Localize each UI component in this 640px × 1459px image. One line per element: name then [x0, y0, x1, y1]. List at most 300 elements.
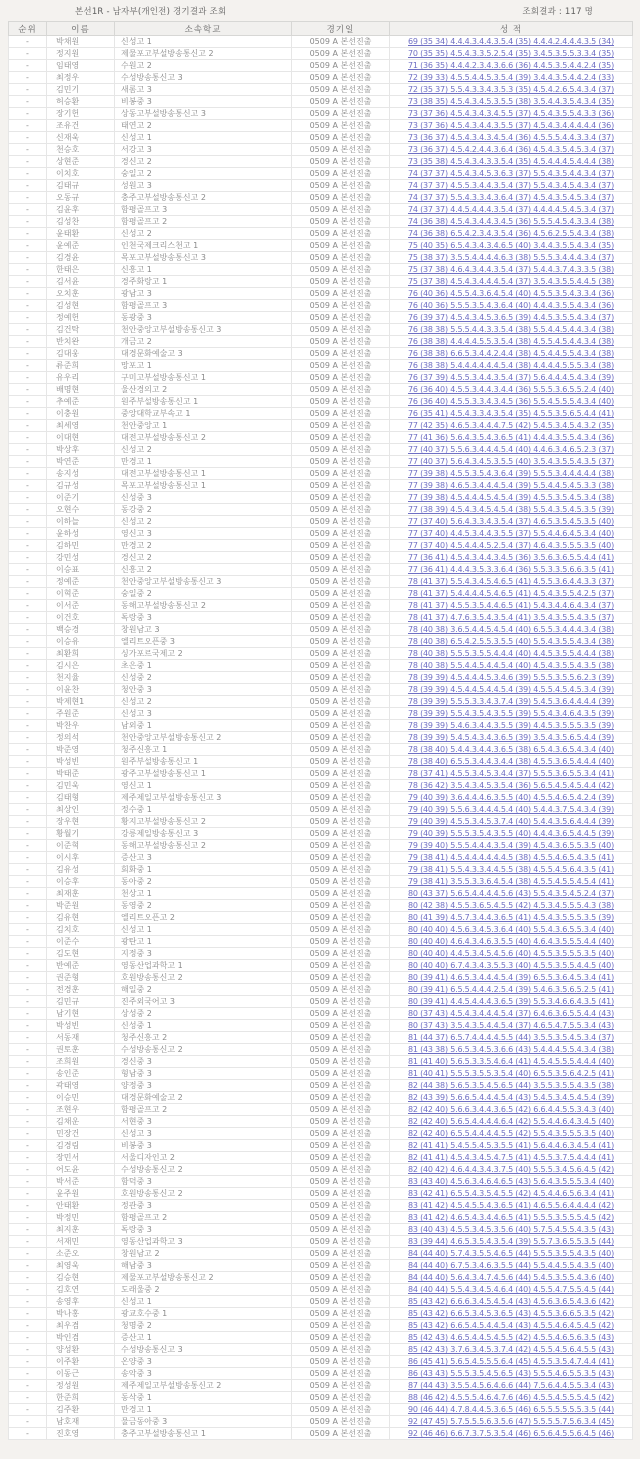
school-cell: 수원고 2: [115, 60, 292, 72]
rank-cell: -: [9, 1272, 47, 1284]
score-link[interactable]: 73 (36 37) 4.5.4.2.4.4.3.6.4 (36) 4.5.4.3.5.4.5.3.4 (37): [408, 145, 614, 154]
score-link[interactable]: 86 (45 41) 5.6.5.4.5.5.5.6.4 (45) 4.5.5.3.5.4.7.4.4 (41): [408, 1357, 614, 1366]
name-cell: 오동규: [47, 192, 115, 204]
rank-cell: -: [9, 300, 47, 312]
table-row: [9, 444, 633, 456]
score-link[interactable]: 85 (43 42) 6.6.5.4.5.4.4.5.4 (43) 4.5.5.4.6.4.5.4.5 (42): [408, 1321, 614, 1330]
name-cell: 김성찬: [47, 216, 115, 228]
score-link[interactable]: 80 (43 37) 5.6.5.4.4.4.4.5.6 (43) 5.5.4.3.5.4.5.2.4 (37): [408, 889, 614, 898]
score-link[interactable]: 76 (40 36) 4.5.5.4.3.6.4.5.4 (40) 4.5.5.3.5.4.3.3.4 (36): [408, 289, 614, 298]
rank-cell: -: [9, 1080, 47, 1092]
name-cell: 이주환: [47, 1356, 115, 1368]
score-link[interactable]: 79 (38 41) 4.5.4.4.4.4.4.4.5 (38) 4.5.5.4.6.5.4.3.5 (41): [408, 853, 614, 862]
date-cell: 0509 A 본선진출: [292, 192, 390, 204]
score-link[interactable]: 76 (38 38) 5.4.4.4.4.4.4.5.4 (38) 4.4.4.4.5.5.5.3.4 (38): [408, 361, 614, 370]
name-cell: 박준원: [47, 900, 115, 912]
school-cell: 동강중 2: [115, 504, 292, 516]
name-cell: 윤하성: [47, 528, 115, 540]
table-row: [9, 732, 633, 744]
table-row: [9, 1356, 633, 1368]
score-cell: [390, 252, 633, 264]
score-link[interactable]: 80 (42 38) 4.5.5.3.6.5.4.5.5 (42) 4.5.3.4.5.5.5.4.3 (38): [408, 901, 614, 910]
table-row: [9, 888, 633, 900]
score-link[interactable]: 77 (38 39) 4.5.4.3.4.5.4.5.4 (38) 5.5.4.3.5.4.5.3.5 (39): [408, 505, 614, 514]
rank-cell: -: [9, 1056, 47, 1068]
school-cell: 신성고 2: [115, 444, 292, 456]
score-link[interactable]: 79 (40 39) 5.5.6.3.4.4.4.5.4 (40) 5.4.4.3.7.5.4.3.4 (39): [408, 805, 614, 814]
rank-cell: -: [9, 1260, 47, 1272]
school-cell: 비봉중 3: [115, 96, 292, 108]
score-link[interactable]: 74 (37 37) 4.5.4.3.4.5.3.6.3 (37) 5.5.4.3.5.4.4.3.4 (37): [408, 169, 614, 178]
score-link[interactable]: 82 (43 39) 5.6.6.5.4.4.4.5.4 (43) 5.4.5.3.4.5.4.5.4 (39): [408, 1093, 614, 1102]
name-cell: 김경림: [47, 1140, 115, 1152]
score-link[interactable]: 75 (38 37) 3.5.5.4.4.4.4.6.3 (38) 5.5.5.3.4.4.4.3.4 (37): [408, 253, 614, 262]
name-cell: 최상인: [47, 804, 115, 816]
rank-cell: -: [9, 408, 47, 420]
score-link[interactable]: 81 (40 41) 5.5.5.3.5.5.3.5.4 (40) 6.5.5.3.5.6.4.2.5 (41): [408, 1069, 614, 1078]
score-link[interactable]: 84 (44 40) 6.7.5.3.4.6.3.5.5 (44) 5.5.4.4.5.5.4.3.5 (40): [408, 1261, 614, 1270]
rank-cell: -: [9, 132, 47, 144]
table-row: [9, 1416, 633, 1428]
table-row: [9, 744, 633, 756]
date-cell: 0509 A 본선진출: [292, 1416, 390, 1428]
table-row: [9, 636, 633, 648]
rank-cell: -: [9, 1188, 47, 1200]
score-link[interactable]: 82 (40 42) 4.6.4.4.3.4.3.7.5 (40) 5.5.5.3.4.5.6.4.5 (42): [408, 1165, 614, 1174]
rank-cell: -: [9, 1332, 47, 1344]
score-link[interactable]: 83 (39 44) 4.6.5.3.5.4.3.5.4 (39) 5.5.7.3.6.5.5.3.5 (44): [408, 1237, 614, 1246]
score-link[interactable]: 76 (36 40) 4.5.5.3.3.4.3.4.5 (36) 5.5.4.5.5.5.4.3.4 (40): [408, 397, 614, 406]
score-cell: [390, 1164, 633, 1176]
score-link[interactable]: 77 (39 38) 4.6.5.3.4.4.4.5.4 (39) 5.5.4.4.5.4.5.3.3 (38): [408, 481, 614, 490]
school-cell: 상동고부설방송통신고 3: [115, 108, 292, 120]
school-cell: 경주화랑고 1: [115, 276, 292, 288]
score-link[interactable]: 77 (39 38) 4.5.4.4.4.5.4.5.4 (39) 4.5.5.3.5.4.5.3.4 (38): [408, 493, 614, 502]
score-link[interactable]: 80 (41 39) 4.5.7.3.4.4.3.6.5 (41) 4.5.4.3.5.5.5.3.5 (39): [408, 913, 614, 922]
score-link[interactable]: 88 (46 42) 4.5.5.5.4.6.4.7.6 (46) 4.5.5.4.5.5.5.4.5 (42): [408, 1393, 614, 1402]
date-cell: 0509 A 본선진출: [292, 300, 390, 312]
score-link[interactable]: 76 (40 36) 5.5.5.3.5.4.3.6.4 (40) 4.4.4.3.5.5.4.3.4 (36): [408, 301, 614, 310]
score-link[interactable]: 76 (38 38) 5.5.5.4.4.3.3.5.4 (38) 5.5.4.4.5.4.4.3.4 (38): [408, 325, 614, 334]
score-cell: [390, 984, 633, 996]
rank-cell: -: [9, 1164, 47, 1176]
score-link[interactable]: 73 (37 36) 4.5.4.3.4.3.4.5.5 (37) 4.5.4.3.5.5.4.3.3 (36): [408, 109, 614, 118]
name-cell: 박찬우: [47, 720, 115, 732]
score-link[interactable]: 76 (35 41) 4.5.4.3.3.4.3.5.4 (35) 4.5.5.3.5.6.5.4.4 (41): [408, 409, 614, 418]
score-link[interactable]: 81 (43 38) 5.6.5.3.4.5.3.6.6 (43) 5.4.4.4.5.5.4.3.4 (38): [408, 1045, 614, 1054]
score-link[interactable]: 83 (41 42) 4.6.5.4.3.4.4.6.5 (41) 5.5.5.3.5.5.5.4.5 (42): [408, 1213, 614, 1222]
date-cell: 0509 A 본선진출: [292, 600, 390, 612]
score-link[interactable]: 78 (40 38) 6.5.4.2.5.5.3.5.5 (40) 5.5.4.3.5.5.4.3.4 (38): [408, 637, 614, 646]
rank-cell: -: [9, 636, 47, 648]
score-cell: [390, 924, 633, 936]
date-cell: 0509 A 본선진출: [292, 504, 390, 516]
score-link[interactable]: 79 (40 39) 5.5.5.3.5.4.3.5.5 (40) 4.4.4.3.6.5.4.4.5 (39): [408, 829, 614, 838]
score-cell: [390, 912, 633, 924]
school-cell: 초은중 1: [115, 660, 292, 672]
score-link[interactable]: 80 (40 40) 4.4.5.3.4.5.4.5.6 (40) 4.5.5.3.5.5.5.3.5 (40): [408, 949, 614, 958]
date-cell: 0509 A 본선진출: [292, 1308, 390, 1320]
table-row: [9, 1188, 633, 1200]
score-cell: [390, 1176, 633, 1188]
score-link[interactable]: 82 (42 40) 5.6.6.3.4.4.3.6.5 (42) 6.6.4.4.5.5.3.4.3 (40): [408, 1105, 614, 1114]
school-cell: 광주고부설방송통신고 1: [115, 768, 292, 780]
school-cell: 천안중앙고부설방송통신고 2: [115, 732, 292, 744]
result-count: 조회결과 : 117 명: [522, 7, 593, 17]
rank-cell: -: [9, 384, 47, 396]
school-cell: 신흥고 1: [115, 264, 292, 276]
score-cell: [390, 1104, 633, 1116]
score-cell: [390, 288, 633, 300]
score-link[interactable]: 80 (39 41) 4.6.5.3.4.4.4.5.4 (39) 6.5.5.3.6.4.5.3.4 (41): [408, 973, 614, 982]
school-cell: 신성고 3: [115, 708, 292, 720]
name-cell: 박정민: [47, 1212, 115, 1224]
table-row: [9, 1104, 633, 1116]
score-link[interactable]: 76 (38 38) 6.6.5.3.4.4.2.4.4 (38) 4.5.4.4.5.5.4.3.4 (38): [408, 349, 614, 358]
score-link[interactable]: 78 (40 38) 5.5.5.3.5.5.4.4.4 (40) 4.4.5.3.5.5.4.4.4 (38): [408, 649, 614, 658]
date-cell: 0509 A 본선진출: [292, 396, 390, 408]
rank-cell: -: [9, 756, 47, 768]
date-cell: 0509 A 본선진출: [292, 792, 390, 804]
score-link[interactable]: 83 (40 43) 4.5.5.3.4.5.3.5.6 (40) 5.7.5.4.5.5.4.3.5 (43): [408, 1225, 614, 1234]
table-row: [9, 696, 633, 708]
score-link[interactable]: 92 (47 45) 5.7.5.5.5.6.3.5.6 (47) 5.5.5.5.7.5.6.3.4 (45): [408, 1417, 614, 1426]
score-link[interactable]: 82 (41 41) 5.4.5.5.4.5.3.5.5 (41) 5.6.4.4.6.3.4.5.4 (41): [408, 1141, 614, 1150]
score-link[interactable]: 73 (38 35) 4.5.4.3.4.5.3.5.5 (38) 3.5.4.4.3.5.4.3.4 (35): [408, 97, 614, 106]
score-link[interactable]: 84 (44 40) 5.7.4.3.5.5.4.6.5 (44) 5.5.5.3.5.5.4.3.5 (40): [408, 1249, 614, 1258]
score-cell: [390, 276, 633, 288]
date-cell: 0509 A 본선진출: [292, 408, 390, 420]
score-link[interactable]: 73 (37 36) 4.5.4.3.4.4.3.5.5 (37) 4.5.4.3.4.4.4.4.4 (36): [408, 121, 614, 130]
table-row: [9, 204, 633, 216]
table-row: [9, 228, 633, 240]
date-cell: 0509 A 본선진출: [292, 324, 390, 336]
name-cell: 곽태영: [47, 1080, 115, 1092]
score-link[interactable]: 85 (42 43) 4.6.5.4.4.5.4.5.5 (42) 4.5.5.4.6.5.6.3.5 (43): [408, 1333, 614, 1342]
score-link[interactable]: 77 (36 41) 4.5.4.3.4.4.3.4.5 (36) 3.5.6.3.6.5.5.4.4 (41): [408, 553, 614, 562]
score-cell: [390, 408, 633, 420]
score-link[interactable]: 76 (37 39) 4.5.5.3.4.4.3.5.4 (37) 5.6.4.4.4.5.4.3.4 (39): [408, 373, 614, 382]
name-cell: 장기헌: [47, 108, 115, 120]
date-cell: 0509 A 본선진출: [292, 876, 390, 888]
score-link[interactable]: 77 (42 35) 4.6.5.3.4.4.4.7.5 (42) 5.4.5.3.4.5.4.3.2 (35): [408, 421, 614, 430]
name-cell: 이승후: [47, 876, 115, 888]
score-cell: [390, 420, 633, 432]
rank-cell: -: [9, 36, 47, 48]
date-cell: 0509 A 본선진출: [292, 828, 390, 840]
score-cell: [390, 1092, 633, 1104]
score-cell: [390, 84, 633, 96]
name-cell: 황월기: [47, 828, 115, 840]
score-link[interactable]: 77 (37 40) 4.5.4.4.4.5.2.5.4 (37) 4.6.4.3.5.5.5.3.5 (40): [408, 541, 614, 550]
score-link[interactable]: 74 (36 38) 4.5.4.3.4.4.3.4.5 (36) 5.5.5.4.5.4.3.3.4 (38): [408, 217, 614, 226]
rank-cell: -: [9, 1392, 47, 1404]
score-cell: [390, 324, 633, 336]
score-link[interactable]: 78 (40 38) 3.6.5.4.4.5.4.5.4 (40) 6.5.5.3.4.4.4.3.4 (38): [408, 625, 614, 634]
score-link[interactable]: 79 (38 41) 3.5.5.3.3.6.4.5.4 (38) 4.5.5.4.5.5.4.5.4 (41): [408, 877, 614, 886]
score-link[interactable]: 78 (41 37) 4.7.6.3.5.4.3.5.4 (41) 3.5.4.3.5.5.4.3.5 (37): [408, 613, 614, 622]
score-link[interactable]: 72 (35 37) 5.5.4.3.3.4.3.5.3 (35) 4.5.4.2.6.5.4.3.4 (37): [408, 85, 614, 94]
name-cell: 김건탁: [47, 324, 115, 336]
date-cell: 0509 A 본선진출: [292, 1020, 390, 1032]
score-link[interactable]: 78 (36 42) 3.5.4.3.4.5.3.5.4 (36) 5.6.5.4.5.4.5.4.4 (42): [408, 781, 614, 790]
table-row: [9, 900, 633, 912]
date-cell: 0509 A 본선진출: [292, 1152, 390, 1164]
score-link[interactable]: 80 (39 41) 4.4.5.4.4.4.3.6.5 (39) 5.5.3.4.6.6.4.3.5 (41): [408, 997, 614, 1006]
school-cell: 원주부설방송통신고 1: [115, 396, 292, 408]
name-cell: 박준영: [47, 744, 115, 756]
score-link[interactable]: 78 (40 38) 5.5.4.4.5.4.4.5.4 (40) 4.5.4.3.5.5.4.3.5 (38): [408, 661, 614, 670]
score-link[interactable]: 74 (37 37) 4.5.5.3.4.4.3.5.4 (37) 5.5.4.3.4.5.4.3.4 (37): [408, 181, 614, 190]
score-link[interactable]: 78 (39 39) 5.5.4.3.5.4.3.5.5 (39) 5.5.4.3.4.6.4.3.5 (39): [408, 709, 614, 718]
score-link[interactable]: 90 (46 44) 4.7.8.4.4.5.3.6.5 (46) 6.5.5.5.5.5.5.3.5 (44): [408, 1405, 614, 1414]
score-link[interactable]: 83 (42 41) 6.5.5.4.3.5.4.5.5 (42) 4.5.4.4.6.5.6.3.4 (41): [408, 1189, 614, 1198]
rank-cell: -: [9, 732, 47, 744]
score-link[interactable]: 76 (38 38) 4.4.4.4.5.5.3.5.4 (38) 4.5.5.4.5.4.4.3.4 (38): [408, 337, 614, 346]
date-cell: 0509 A 본선진출: [292, 336, 390, 348]
name-cell: 이준혁: [47, 840, 115, 852]
date-cell: 0509 A 본선진출: [292, 696, 390, 708]
score-link[interactable]: 87 (44 43) 3.5.5.4.5.6.4.6.6 (44) 7.5.6.4.4.5.5.3.4 (43): [408, 1381, 614, 1390]
score-cell: [390, 1188, 633, 1200]
score-link[interactable]: 70 (35 35) 4.5.4.3.3.5.2.5.4 (35) 3.4.5.3.5.5.3.3.4 (35): [408, 49, 614, 58]
score-link[interactable]: 78 (38 40) 5.4.4.3.4.4.3.6.5 (38) 6.5.4.3.6.5.4.3.4 (40): [408, 745, 614, 754]
score-cell: [390, 528, 633, 540]
date-cell: 0509 A 본선진출: [292, 1380, 390, 1392]
score-link[interactable]: 78 (39 39) 5.4.6.3.4.4.3.5.5 (39) 4.4.5.3.5.5.5.3.5 (39): [408, 721, 614, 730]
table-row: [9, 924, 633, 936]
rank-cell: -: [9, 156, 47, 168]
date-cell: 0509 A 본선진출: [292, 564, 390, 576]
rank-cell: -: [9, 312, 47, 324]
score-link[interactable]: 81 (41 40) 5.6.5.3.3.5.4.6.4 (41) 4.5.4.5.5.5.4.4.4 (40): [408, 1057, 614, 1066]
date-cell: 0509 A 본선진출: [292, 96, 390, 108]
score-link[interactable]: 81 (44 37) 6.5.7.4.4.4.4.5.5 (44) 3.5.5.3.5.4.5.3.4 (37): [408, 1033, 614, 1042]
score-link[interactable]: 80 (39 41) 6.5.5.4.4.4.2.5.4 (39) 5.4.6.3.5.6.5.2.5 (41): [408, 985, 614, 994]
table-row: [9, 1212, 633, 1224]
table-row: [9, 600, 633, 612]
table-row: [9, 528, 633, 540]
rank-cell: -: [9, 564, 47, 576]
score-link[interactable]: 71 (36 35) 4.4.4.2.3.4.3.6.6 (36) 4.4.5.3.5.4.4.2.4 (35): [408, 61, 614, 70]
rank-cell: -: [9, 72, 47, 84]
rank-cell: -: [9, 528, 47, 540]
date-cell: 0509 A 본선진출: [292, 708, 390, 720]
table-row: [9, 576, 633, 588]
table-row: [9, 72, 633, 84]
date-cell: 0509 A 본선진출: [292, 1404, 390, 1416]
date-cell: 0509 A 본선진출: [292, 588, 390, 600]
score-link[interactable]: 77 (37 40) 5.6.4.3.3.4.3.5.4 (37) 4.6.5.3.5.4.5.3.5 (40): [408, 517, 614, 526]
score-link[interactable]: 78 (41 37) 4.5.5.3.5.4.4.6.5 (41) 5.4.3.4.4.6.4.3.4 (37): [408, 601, 614, 610]
rank-cell: -: [9, 660, 47, 672]
rank-cell: -: [9, 924, 47, 936]
score-link[interactable]: 82 (42 40) 6.5.5.4.4.4.4.5.5 (42) 5.5.4.3.5.5.5.3.5 (40): [408, 1129, 614, 1138]
score-link[interactable]: 82 (42 40) 5.6.5.4.4.4.4.6.4 (42) 5.5.4.4.6.4.3.4.5 (40): [408, 1117, 614, 1126]
score-link[interactable]: 80 (40 40) 6.7.4.3.4.3.5.5.3 (40) 4.5.5.3.5.5.4.4.5 (40): [408, 961, 614, 970]
score-link[interactable]: 79 (39 40) 5.5.5.4.4.4.3.5.4 (39) 4.5.4.3.6.5.5.3.5 (40): [408, 841, 614, 850]
score-link[interactable]: 85 (43 42) 6.6.5.3.4.5.3.6.5 (43) 4.5.5.3.6.6.5.3.5 (42): [408, 1309, 614, 1318]
date-cell: 0509 A 본선진출: [292, 156, 390, 168]
score-cell: [390, 576, 633, 588]
score-link[interactable]: 80 (37 43) 4.5.4.3.4.4.4.5.4 (37) 6.4.6.3.6.5.5.4.4 (43): [408, 1009, 614, 1018]
score-link[interactable]: 83 (41 42) 4.5.4.5.5.4.3.6.5 (41) 4.6.5.5.6.4.4.4.4 (42): [408, 1201, 614, 1210]
score-cell: [390, 660, 633, 672]
rank-cell: -: [9, 804, 47, 816]
table-row: [9, 96, 633, 108]
score-link[interactable]: 75 (37 38) 4.5.4.3.4.4.4.5.4 (37) 3.5.4.3.5.5.4.4.5 (38): [408, 277, 614, 286]
rank-cell: -: [9, 480, 47, 492]
score-link[interactable]: 77 (40 37) 5.5.6.3.4.4.4.5.4 (40) 4.4.6.3.4.6.5.2.3 (37): [408, 445, 614, 454]
rank-cell: -: [9, 252, 47, 264]
score-cell: [390, 768, 633, 780]
score-link[interactable]: 78 (37 41) 4.5.5.3.4.5.3.4.4 (37) 5.5.5.3.6.5.5.3.4 (41): [408, 769, 614, 778]
name-cell: 반치완: [47, 336, 115, 348]
name-cell: 이치호: [47, 168, 115, 180]
score-link[interactable]: 78 (39 39) 4.5.4.4.5.4.4.5.4 (39) 4.5.5.4.5.4.5.3.4 (39): [408, 685, 614, 694]
score-link[interactable]: 84 (40 44) 5.5.4.3.4.5.4.6.4 (40) 4.5.5.4.7.5.5.4.5 (44): [408, 1285, 614, 1294]
score-link[interactable]: 85 (42 43) 3.7.6.3.4.5.3.7.4 (42) 4.5.5.4.5.6.4.5.5 (43): [408, 1345, 614, 1354]
name-cell: 반예준: [47, 960, 115, 972]
score-link[interactable]: 74 (37 37) 5.5.4.3.3.4.3.6.4 (37) 4.5.4.3.5.4.5.3.4 (37): [408, 193, 614, 202]
score-link[interactable]: 77 (37 40) 4.4.5.3.4.4.3.5.5 (37) 5.5.4.4.6.4.5.3.4 (40): [408, 529, 614, 538]
score-link[interactable]: 79 (38 41) 5.5.4.3.3.4.4.5.5 (38) 4.5.5.4.5.6.4.3.5 (41): [408, 865, 614, 874]
rank-cell: -: [9, 984, 47, 996]
table-row: [9, 312, 633, 324]
school-cell: 수성방송통신고 2: [115, 1044, 292, 1056]
table-row: [9, 192, 633, 204]
rank-cell: -: [9, 852, 47, 864]
score-link[interactable]: 79 (40 39) 4.5.5.3.4.5.3.7.4 (40) 5.4.4.3.5.6.4.4.4 (39): [408, 817, 614, 826]
table-row: [9, 1344, 633, 1356]
score-cell: [390, 552, 633, 564]
score-link[interactable]: 78 (39 39) 4.5.4.4.4.5.3.4.6 (39) 5.5.5.3.5.5.6.2.3 (39): [408, 673, 614, 682]
score-link[interactable]: 76 (36 40) 4.5.5.3.4.4.3.4.4 (36) 5.5.5.3.6.5.5.2.4 (40): [408, 385, 614, 394]
score-link[interactable]: 73 (35 38) 4.5.4.3.4.3.3.5.4 (35) 4.5.4.4.4.5.4.4.4 (38): [408, 157, 614, 166]
name-cell: 천승호: [47, 144, 115, 156]
score-link[interactable]: 84 (44 40) 5.6.4.3.4.7.4.5.6 (44) 5.4.5.3.5.5.4.3.6 (40): [408, 1273, 614, 1282]
score-link[interactable]: 78 (41 37) 5.4.4.4.4.5.4.6.5 (41) 4.5.4.3.5.5.4.2.5 (37): [408, 589, 614, 598]
score-link[interactable]: 80 (40 40) 4.6.4.3.4.6.3.5.5 (40) 4.6.4.3.5.5.5.4.4 (40): [408, 937, 614, 946]
table-row: [9, 960, 633, 972]
score-link[interactable]: 82 (41 41) 4.5.4.3.4.5.4.7.5 (41) 4.5.5.3.7.5.4.4.4 (41): [408, 1153, 614, 1162]
date-cell: 0509 A 본선진출: [292, 1428, 390, 1440]
score-link[interactable]: 73 (36 37) 4.5.4.3.4.3.4.5.4 (36) 4.5.5.5.4.4.3.3.4 (37): [408, 133, 614, 142]
school-cell: 영동산업과학고 1: [115, 960, 292, 972]
date-cell: 0509 A 본선진출: [292, 900, 390, 912]
rank-cell: -: [9, 996, 47, 1008]
name-cell: 김주환: [47, 1404, 115, 1416]
table-row: [9, 1284, 633, 1296]
score-link[interactable]: 85 (43 42) 6.6.6.3.4.5.4.5.4 (43) 4.5.6.3.6.5.4.3.6 (42): [408, 1297, 614, 1306]
score-link[interactable]: 77 (41 36) 5.6.4.3.5.4.3.6.5 (41) 4.4.4.3.5.5.4.3.4 (36): [408, 433, 614, 442]
score-cell: [390, 300, 633, 312]
score-link[interactable]: 79 (40 39) 3.6.4.4.4.6.3.5.5 (40) 4.5.5.4.6.5.4.2.4 (39): [408, 793, 614, 802]
school-cell: 강릉제일방송통신고 3: [115, 828, 292, 840]
date-cell: 0509 A 본선진출: [292, 672, 390, 684]
score-cell: [390, 480, 633, 492]
rank-cell: -: [9, 1224, 47, 1236]
score-link[interactable]: 77 (39 38) 4.5.5.3.5.4.3.6.4 (39) 5.5.5.3.4.4.4.4.4 (38): [408, 469, 614, 478]
rank-cell: -: [9, 336, 47, 348]
score-link[interactable]: 82 (44 38) 5.6.5.3.5.4.5.6.5 (44) 3.5.5.3.5.5.4.3.5 (38): [408, 1081, 614, 1090]
title-bar: [0, 0, 640, 21]
school-cell: 온양중 3: [115, 1356, 292, 1368]
school-cell: 증산고 1: [115, 1332, 292, 1344]
score-link[interactable]: 74 (37 37) 4.4.5.4.4.4.3.5.4 (37) 4.4.4.4.5.4.5.3.4 (37): [408, 205, 614, 214]
table-row: [9, 1176, 633, 1188]
name-cell: 상현준: [47, 156, 115, 168]
school-cell: 신흥고 2: [115, 564, 292, 576]
score-cell: [390, 1404, 633, 1416]
name-cell: 유우리: [47, 372, 115, 384]
score-link[interactable]: 86 (43 43) 5.5.5.3.5.4.5.6.5 (43) 5.5.5.4.6.5.5.3.5 (43): [408, 1369, 614, 1378]
school-cell: 신성고 1: [115, 132, 292, 144]
score-link[interactable]: 72 (39 33) 4.5.5.4.4.5.3.5.4 (39) 3.4.4.3.5.4.4.2.4 (33): [408, 73, 614, 82]
school-cell: 청명중 2: [115, 1320, 292, 1332]
date-cell: 0509 A 본선진출: [292, 804, 390, 816]
school-cell: 동영중 2: [115, 900, 292, 912]
score-cell: [390, 1368, 633, 1380]
score-link[interactable]: 76 (39 37) 4.5.4.3.4.5.3.6.5 (39) 4.4.5.3.5.5.4.3.4 (37): [408, 313, 614, 322]
date-cell: 0509 A 본선진출: [292, 1176, 390, 1188]
table-row: [9, 432, 633, 444]
score-link[interactable]: 83 (43 40) 4.5.6.3.4.6.4.6.5 (43) 5.6.4.3.5.5.5.3.4 (40): [408, 1177, 614, 1186]
rank-cell: -: [9, 216, 47, 228]
score-link[interactable]: 80 (40 40) 4.5.6.3.4.5.3.6.4 (40) 5.5.4.3.6.5.5.3.4 (40): [408, 925, 614, 934]
score-link[interactable]: 78 (39 39) 5.4.5.4.3.4.3.6.5 (39) 3.5.4.3.5.6.5.4.4 (39): [408, 733, 614, 742]
score-link[interactable]: 75 (40 35) 6.5.4.3.4.3.4.6.5 (40) 3.4.4.3.5.5.4.3.4 (35): [408, 241, 614, 250]
score-cell: [390, 996, 633, 1008]
score-cell: [390, 1236, 633, 1248]
school-cell: 성원고 3: [115, 180, 292, 192]
score-cell: [390, 1344, 633, 1356]
date-cell: 0509 A 본선진출: [292, 780, 390, 792]
score-link[interactable]: 92 (46 46) 6.6.7.3.7.5.3.5.4 (46) 6.5.6.4.5.5.6.4.5 (46): [408, 1429, 614, 1438]
score-link[interactable]: 78 (38 40) 6.5.5.3.4.4.3.4.4 (38) 4.5.5.3.6.5.4.4.4 (40): [408, 757, 614, 766]
rank-cell: -: [9, 864, 47, 876]
score-link[interactable]: 74 (36 38) 6.5.4.2.3.4.3.5.4 (36) 4.5.6.2.5.5.4.3.4 (38): [408, 229, 614, 238]
rank-cell: -: [9, 576, 47, 588]
rank-cell: -: [9, 192, 47, 204]
score-link[interactable]: 78 (39 39) 5.5.5.3.3.4.3.7.4 (39) 5.4.5.3.6.4.4.4.4 (39): [408, 697, 614, 706]
score-cell: [390, 936, 633, 948]
score-link[interactable]: 69 (35 34) 4.4.4.3.4.4.3.5.4 (35) 4.4.4.2.4.4.4.3.5 (34): [408, 37, 614, 46]
table-row: [9, 36, 633, 48]
score-link[interactable]: 75 (37 38) 4.6.4.3.4.4.3.5.4 (37) 5.4.4.3.7.4.3.3.5 (38): [408, 265, 614, 274]
score-link[interactable]: 77 (40 37) 5.6.4.3.4.5.3.5.5 (40) 3.5.4.3.5.5.4.3.5 (37): [408, 457, 614, 466]
score-cell: [390, 132, 633, 144]
rank-cell: -: [9, 1248, 47, 1260]
score-link[interactable]: 80 (37 43) 3.5.4.3.5.4.4.5.4 (37) 4.6.5.4.7.5.5.3.4 (43): [408, 1021, 614, 1030]
date-cell: 0509 A 본선진출: [292, 1344, 390, 1356]
school-cell: 대경문화예술고 2: [115, 1092, 292, 1104]
table-row: [9, 156, 633, 168]
date-cell: 0509 A 본선진출: [292, 420, 390, 432]
table-row: [9, 1020, 633, 1032]
table-row: [9, 1308, 633, 1320]
school-cell: 제물포고부설방송통신고 2: [115, 48, 292, 60]
name-cell: 한태은: [47, 264, 115, 276]
score-link[interactable]: 77 (36 41) 4.4.4.3.5.3.3.6.4 (36) 5.5.3.3.5.6.6.3.5 (41): [408, 565, 614, 574]
date-cell: 0509 A 본선진출: [292, 960, 390, 972]
name-cell: 오치훈: [47, 288, 115, 300]
score-link[interactable]: 78 (41 37) 5.5.4.3.4.5.4.6.5 (41) 4.5.5.3.6.4.4.3.3 (37): [408, 577, 614, 586]
name-cell: 추예준: [47, 396, 115, 408]
rank-cell: -: [9, 840, 47, 852]
date-cell: 0509 A 본선진출: [292, 360, 390, 372]
column-header-score: 성 적: [390, 22, 633, 36]
